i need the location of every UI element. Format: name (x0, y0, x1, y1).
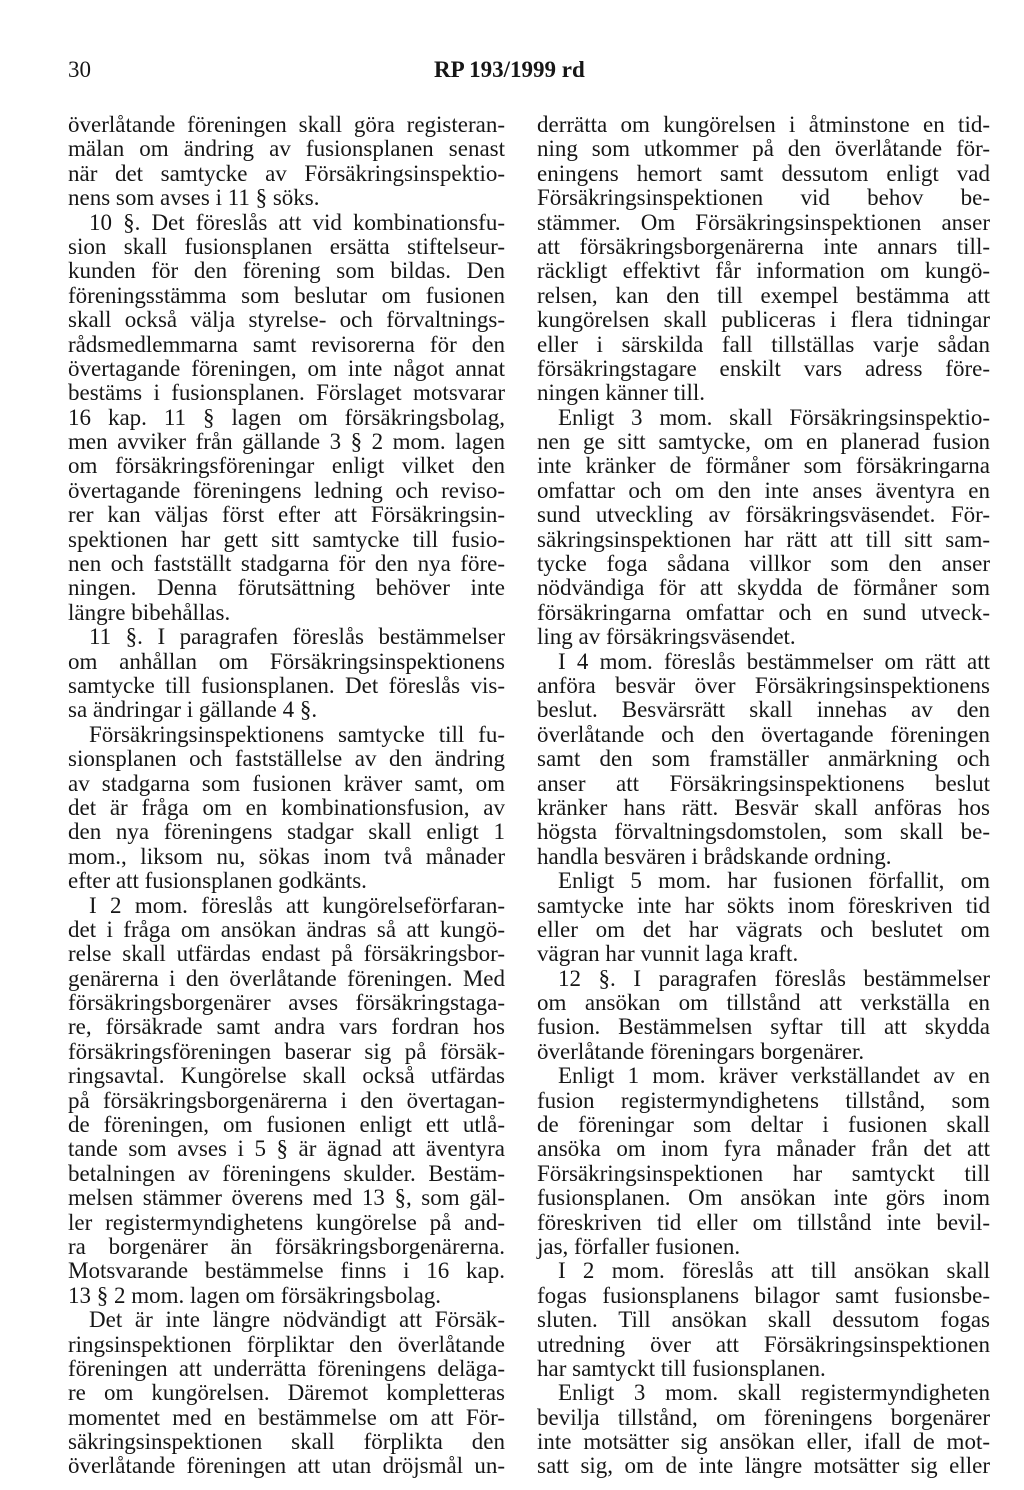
text-line: genärerna i den överlåtande föreningen. Med (68, 965, 505, 991)
text-line: tande som avses i 5 § är ägnad att äventyra (68, 1136, 505, 1162)
text-line: Motsvarande bestämmelse finns i 16 kap. (68, 1258, 505, 1284)
text-line: derrätta om kungörelsen i åtminstone en tid- (537, 112, 990, 137)
text-line: betalningen av föreningens skulder. Bestäm- (68, 1160, 505, 1186)
text-line: försäkringstagare enskilt vars adress före- (537, 355, 990, 381)
text-line: anser att Försäkringsinspektionens beslut (537, 770, 990, 796)
paragraph (537, 1259, 990, 1381)
text-line: samtycke till fusionsplanen. Det föreslås vis- (68, 672, 505, 698)
text-line: Enligt 5 mom. har fusionen förfallit, om (558, 868, 990, 894)
text-line: ning som utkommer på den överlåtande för- (537, 136, 990, 162)
paragraph (537, 406, 990, 650)
text-line: den nya föreningens stadgar skall enligt 1 (68, 819, 505, 845)
text-line: om ansökan om tillstånd att verkställa en (537, 990, 990, 1016)
paragraph (537, 1381, 990, 1479)
text-line: melsen stämmer överens med 13 §, som gäl- (68, 1185, 505, 1211)
text-line: momentet med en bestämmelse om att För- (68, 1404, 505, 1430)
text-line: det är fråga om en kombinationsfusion, av (68, 794, 505, 820)
text-line: bevilja tillstånd, om föreningens borgenärer (537, 1404, 990, 1430)
text-line: nödvändiga för att skydda de förmåner som (537, 575, 990, 601)
right-column (537, 113, 990, 1479)
text-line: föreskriven tid eller om tillstånd inte bevil- (537, 1209, 990, 1235)
text-line: fusion registermyndighetens tillstånd, som (537, 1087, 990, 1113)
text-line: satt sig, om de inte längre motsätter sig eller (537, 1453, 990, 1479)
text-line: 11 §. I paragrafen föreslås bestämmelser (89, 624, 505, 650)
text-line: rådsmedlemmarna samt revisorerna för den (68, 331, 505, 357)
text-line: rer kan väljas först efter att Försäkringsin- (68, 502, 505, 528)
text-line: sionsplanen och fastställelse av den ändring (68, 746, 505, 772)
paragraph (68, 894, 505, 1309)
text-line: samt den som framställer anmärkning och (537, 746, 990, 772)
text-line: om försäkringsföreningar enligt vilket den (68, 453, 505, 479)
text-line: försäkringsborgenärer avses försäkringstaga- (68, 990, 505, 1016)
paragraph (68, 113, 505, 211)
text-line: relsen, kan den till exempel bestämma att (537, 282, 990, 308)
text-line: ler registermyndighetens kungörelse på and- (68, 1209, 505, 1235)
text-line: övertagande föreningen, om inte något annat (68, 355, 505, 381)
text-line: omfattar och om den inte anses äventyra en (537, 477, 990, 503)
text-line: handla besvären i brådskande ordning. (537, 843, 892, 869)
text-line: Det är inte längre nödvändigt att Försäk- (89, 1307, 505, 1333)
text-line: bestäms i fusionsplanen. Förslaget motsvarar (68, 380, 505, 406)
text-line: av stadgarna som fusionen kräver samt, om (68, 770, 505, 796)
text-line: relse skall utfärdas endast på försäkringsbor- (68, 941, 505, 967)
text-line: sluten. Till ansökan skall dessutom fogas (537, 1307, 990, 1333)
text-line: Försäkringsinspektionen vid behov be- (537, 185, 990, 211)
left-column (68, 113, 505, 1479)
text-line: men avviker från gällande 3 § 2 mom. lagen (68, 429, 505, 455)
text-line: re om kungörelsen. Däremot kompletteras (68, 1380, 505, 1406)
text-line: efter att fusionsplanen godkänts. (68, 868, 367, 894)
text-line: överlåtande föreningen att utan dröjsmål un- (68, 1453, 505, 1479)
text-line: tycke foga sådana villkor som den anser (537, 551, 990, 577)
text-line: räckligt effektivt får information om kungö- (537, 258, 990, 284)
page-number: 30 (68, 57, 91, 82)
paragraph (68, 625, 505, 723)
text-line: I 2 mom. föreslås att till ansökan skall (558, 1258, 990, 1284)
text-line: ansöka om inom fyra månader från det att (537, 1136, 990, 1162)
text-line: längre bibehållas. (68, 599, 231, 625)
paragraph (537, 113, 990, 406)
text-line: de föreningar som deltar i fusionen skall (537, 1112, 990, 1138)
text-line: Enligt 1 mom. kräver verkställandet av en (558, 1063, 990, 1089)
text-line: ningen känner till. (537, 380, 705, 406)
text-line: spektionen har gett sitt samtycke till fusio- (68, 526, 505, 552)
text-line: överlåtande föreningen skall göra registeran- (68, 112, 505, 137)
text-line: nen och fastställt stadgarna för den nya före- (68, 551, 505, 577)
text-line: jas, förfaller fusionen. (537, 1233, 741, 1259)
text-line: överlåtande föreningars borgenärer. (537, 1038, 865, 1064)
text-line: skall också välja styrelse- och förvaltnings- (68, 307, 505, 333)
text-line: fogas fusionsplanens bilagor samt fusionsbe- (537, 1282, 990, 1308)
text-line: eller i särskilda fall tillställas varje sådan (537, 331, 990, 357)
text-line: ringsavtal. Kungörelse skall också utfärdas (68, 1063, 505, 1089)
text-line: försäkringsföreningen baserar sig på försäk- (68, 1038, 505, 1064)
text-line: de föreningen, om fusionen enligt ett utlå- (68, 1112, 505, 1138)
text-line: föreningsstämma som beslutar om fusionen (68, 282, 505, 308)
text-line: vägran har vunnit laga kraft. (537, 941, 799, 967)
text-line: Enligt 3 mom. skall Försäkringsinspektio- (558, 404, 990, 430)
paragraph (68, 723, 505, 894)
text-line: 10 §. Det föreslås att vid kombinationsfu- (89, 209, 505, 235)
text-line: Försäkringsinspektionen har samtyckt till (537, 1160, 990, 1186)
text-line: I 4 mom. föreslås bestämmelser om rätt att (558, 648, 990, 674)
text-line: att försäkringsborgenärerna inte annars till- (537, 233, 990, 259)
text-line: säkringsinspektionen skall förplikta den (68, 1429, 505, 1455)
paragraph (68, 211, 505, 626)
text-line: 12 §. I paragrafen föreslås bestämmelser (558, 965, 990, 991)
text-line: Enligt 3 mom. skall registermyndigheten (558, 1380, 990, 1406)
text-line: ningen. Denna förutsättning behöver inte (68, 575, 505, 601)
text-line: om anhållan om Försäkringsinspektionens (68, 648, 505, 674)
text-line: sund utveckling av försäkringsväsendet. För- (537, 502, 990, 528)
paragraph (68, 1308, 505, 1479)
text-line: mälan om ändring av fusionsplanen senast (68, 136, 505, 162)
document-id: RP 193/1999 rd (434, 57, 585, 82)
text-line: kungörelsen skall publiceras i flera tidningar (537, 307, 990, 333)
text-line: sa ändringar i gällande 4 §. (68, 697, 318, 723)
text-line: samtycke inte har sökts inom föreskriven tid (537, 892, 990, 918)
text-line: övertagande föreningens ledning och reviso- (68, 477, 505, 503)
text-line: kränker hans rätt. Besvär skall anföras hos (537, 794, 990, 820)
text-line: kunden för den förening som bildas. Den (68, 258, 505, 284)
text-line: nens som avses i 11 § söks. (68, 185, 320, 211)
text-line: eningens hemort samt dessutom enligt vad (537, 160, 990, 186)
text-line: överlåtande och den övertagande föreningen (537, 721, 990, 747)
text-line: har samtyckt till fusionsplanen. (537, 1355, 826, 1381)
text-line: Försäkringsinspektionens samtycke till fu- (89, 721, 505, 747)
text-line: sion skall fusionsplanen ersätta stiftelseur- (68, 233, 505, 259)
paragraph (537, 1064, 990, 1259)
text-line: när det samtycke av Försäkringsinspektio- (68, 160, 505, 186)
text-line: säkringsinspektionen har rätt att till sitt sam- (537, 526, 990, 552)
text-line: fusion. Bestämmelsen syftar till att skydda (537, 1014, 990, 1040)
text-line: inte motsätter sig ansökan eller, ifall de mot- (537, 1429, 990, 1455)
text-line: fusionsplanen. Om ansökan inte görs inom (537, 1185, 990, 1211)
text-line: mom., liksom nu, sökas inom två månader (68, 843, 505, 869)
text-line: det i fråga om ansökan ändras så att kungö- (68, 916, 505, 942)
text-line: 16 kap. 11 § lagen om försäkringsbolag, (68, 404, 505, 430)
text-line: stämmer. Om Försäkringsinspektionen anser (537, 209, 990, 235)
text-line: på försäkringsborgenärerna i den övertagan- (68, 1087, 505, 1113)
paragraph (537, 967, 990, 1065)
text-line: ling av försäkringsväsendet. (537, 624, 796, 650)
text-line: 13 § 2 mom. lagen om försäkringsbolag. (68, 1282, 442, 1308)
text-line: I 2 mom. föreslås att kungörelseförfaran- (89, 892, 505, 918)
text-line: beslut. Besvärsrätt skall innehas av den (537, 697, 990, 723)
text-line: ringsinspektionen förpliktar den överlåtande (68, 1331, 505, 1357)
paragraph (537, 650, 990, 870)
text-line: föreningen att underrätta föreningens deläga- (68, 1355, 505, 1381)
text-line: högsta förvaltningsdomstolen, som skall be- (537, 819, 990, 845)
text-line: ra borgenärer än försäkringsborgenärerna. (68, 1233, 505, 1259)
text-line: försäkringarna omfattar och en sund utveck- (537, 599, 990, 625)
paragraph (537, 869, 990, 967)
text-line: nen ge sitt samtycke, om en planerad fusion (537, 429, 990, 455)
text-line: anföra besvär över Försäkringsinspektionens (537, 672, 990, 698)
text-line: inte kränker de förmåner som försäkringarna (537, 453, 990, 479)
text-line: utredning över att Försäkringsinspektionen (537, 1331, 990, 1357)
text-line: eller om det har vägrats och beslutet om (537, 916, 990, 942)
text-line: re, försäkrade samt andra vars fordran hos (68, 1014, 505, 1040)
